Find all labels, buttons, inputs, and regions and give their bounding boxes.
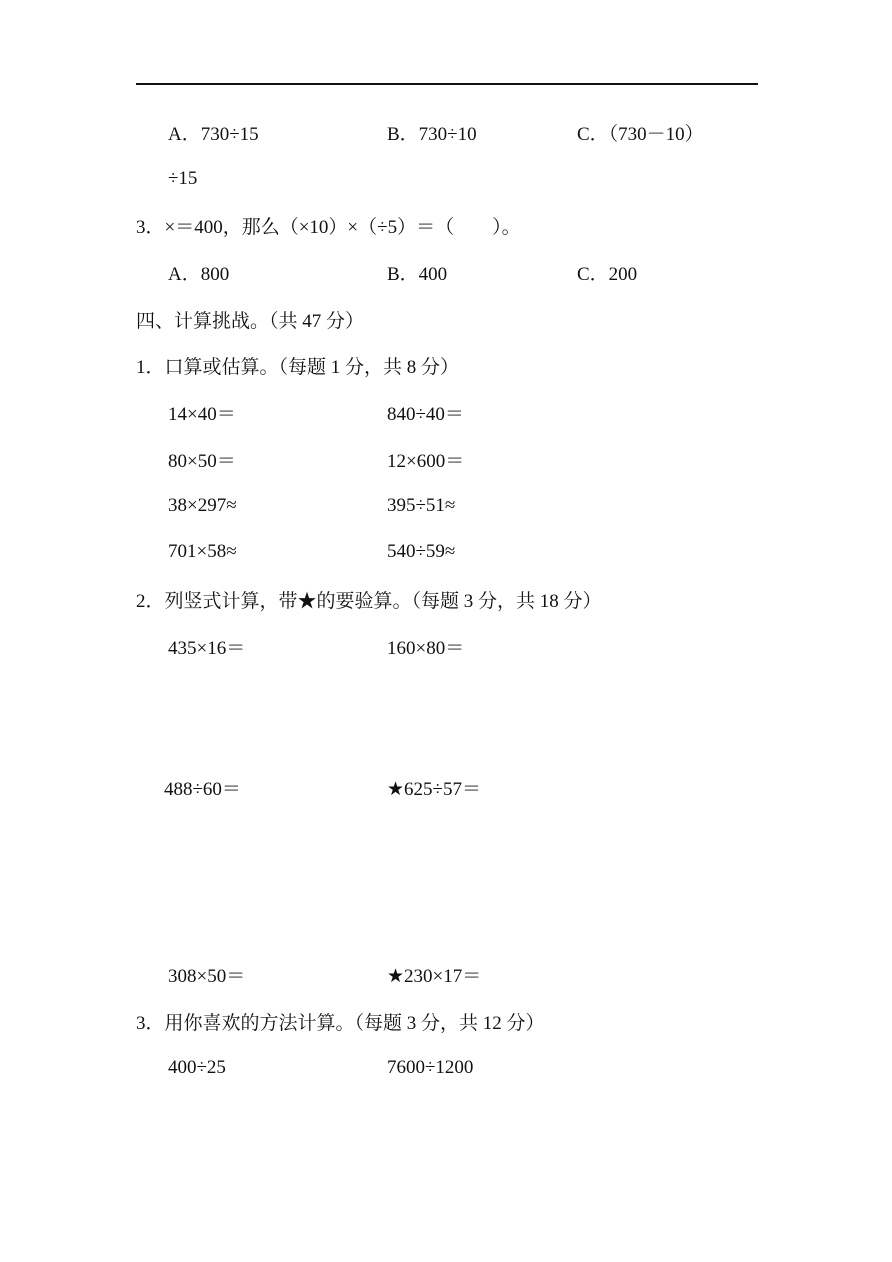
- part-3-heading: 3．用你喜欢的方法计算。（每题 3 分，共 12 分）: [136, 1013, 545, 1034]
- part-2-heading: 2．列竖式计算，带★的要验算。（每题 3 分，共 18 分）: [136, 591, 602, 612]
- problem: 80×50＝: [168, 451, 236, 472]
- problem: 840÷40＝: [387, 404, 464, 425]
- problem: 38×297≈: [168, 495, 237, 516]
- problem: 400÷25: [168, 1057, 226, 1078]
- problem: 435×16＝: [168, 638, 246, 659]
- header-rule: [136, 83, 758, 85]
- option-c: C．（730－10）: [577, 124, 704, 145]
- problem: 540÷59≈: [387, 541, 456, 562]
- q3-option-c: C．200: [577, 264, 638, 285]
- problem: 308×50＝: [168, 966, 246, 987]
- problem: 12×600＝: [387, 451, 465, 472]
- section-4-title: 四、计算挑战。（共 47 分）: [136, 311, 365, 332]
- question-3-stem: 3．×＝400，那么（×10）×（÷5）＝（ ）。: [136, 217, 521, 238]
- problem-starred: ★625÷57＝: [387, 779, 481, 800]
- q3-option-a: A．800: [168, 264, 230, 285]
- problem: 488÷60＝: [164, 779, 241, 800]
- problem: 14×40＝: [168, 404, 236, 425]
- option-b: B．730÷10: [387, 124, 477, 145]
- problem: 160×80＝: [387, 638, 465, 659]
- problem-starred: ★230×17＝: [387, 966, 482, 987]
- problem: 7600÷1200: [387, 1057, 474, 1078]
- q3-option-b: B．400: [387, 264, 448, 285]
- option-a: A．730÷15: [168, 124, 259, 145]
- part-1-heading: 1．口算或估算。（每题 1 分，共 8 分）: [136, 357, 460, 378]
- problem: 395÷51≈: [387, 495, 456, 516]
- option-c-wrap: ÷15: [168, 168, 198, 189]
- problem: 701×58≈: [168, 541, 237, 562]
